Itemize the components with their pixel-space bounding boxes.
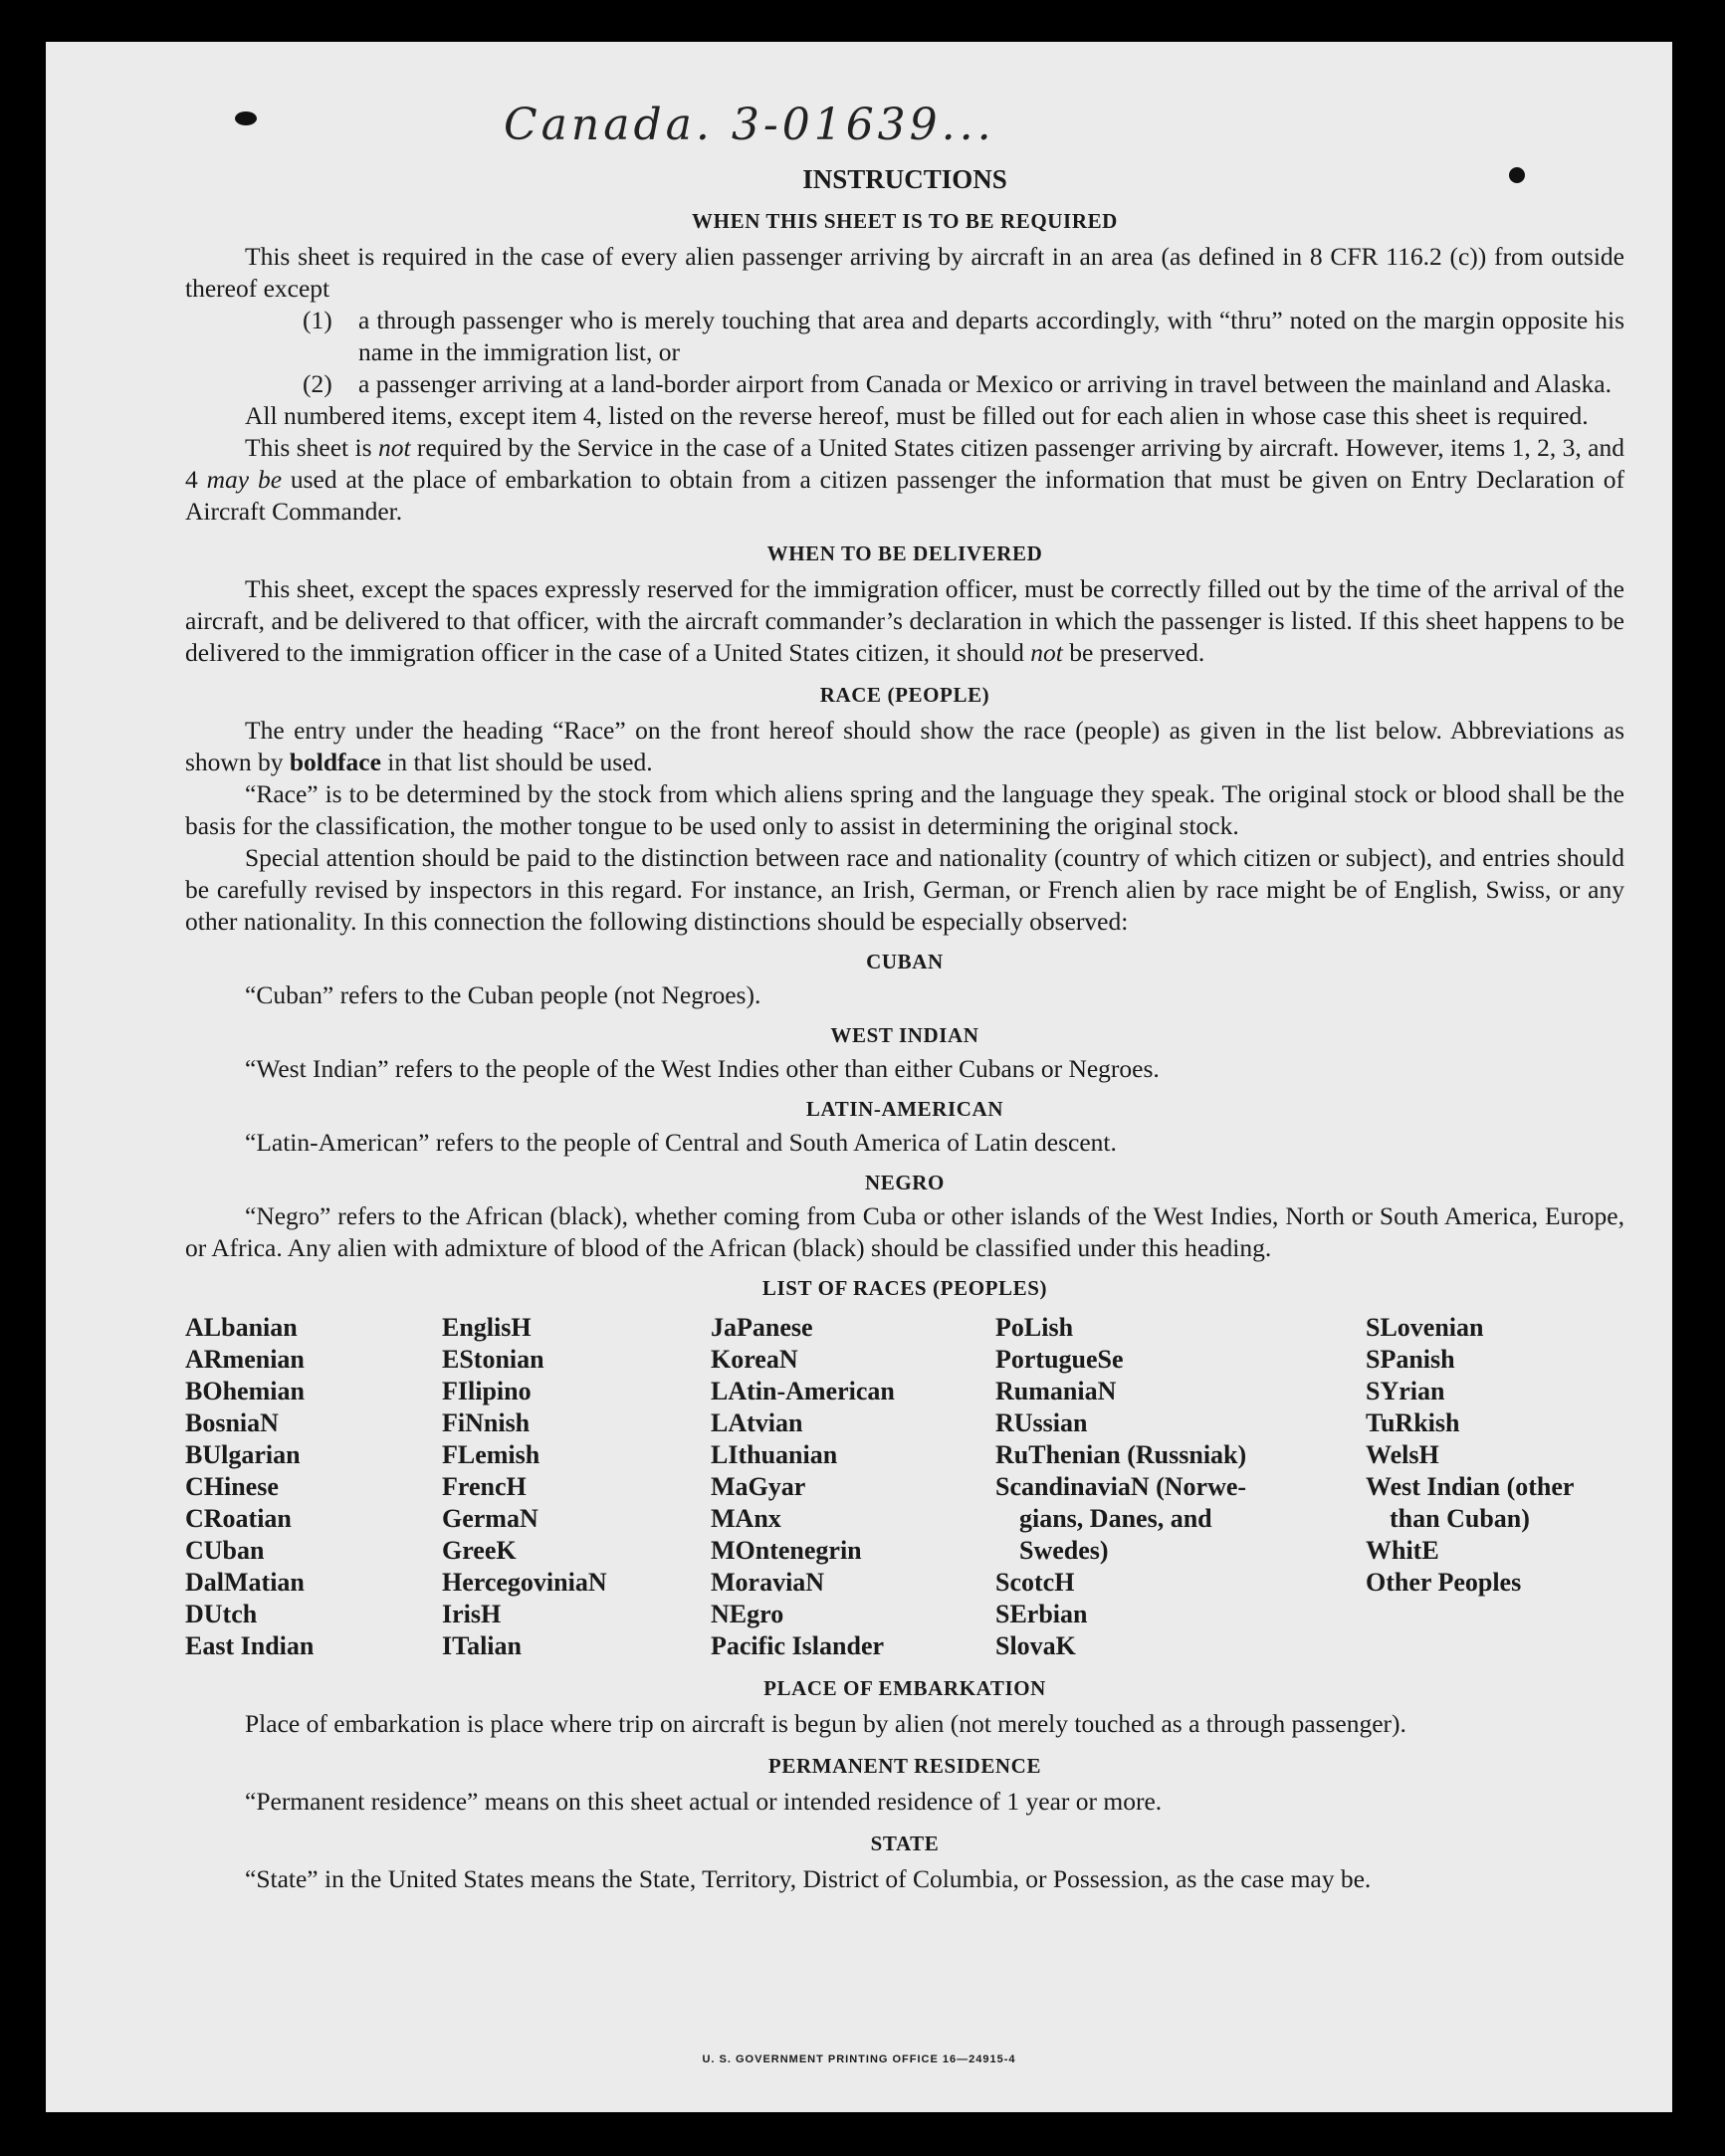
race-entry: GreeK <box>442 1536 517 1565</box>
race-entry: MOntenegrin <box>711 1536 862 1565</box>
races-column <box>1366 1312 1624 1662</box>
race-entry: DalMatian <box>185 1568 305 1597</box>
handwritten-note: Canada. 3-01639... <box>504 100 995 150</box>
item-text: a through passenger who is merely touching that area and departs accordingly, with “thru” noted on the margin opposite his name in the immigration list, or <box>358 306 1624 366</box>
race-entry: MaGyar <box>711 1472 806 1501</box>
heading-cuban: CUBAN <box>866 950 944 973</box>
race-entry: EnglisH <box>442 1313 532 1342</box>
paragraph: “Race” is to be determined by the stock from which aliens spring and the language they speak. The original stock or blood shall be the basis for the classification, the mother tongue to be used only to assist in determining the original stock. <box>185 779 1624 840</box>
race-entry: Swedes) <box>1019 1536 1109 1565</box>
race-entry: FrencH <box>442 1472 527 1501</box>
paragraph: Special attention should be paid to the distinction between race and nationality (country of which citizen or subject), and entries should be carefully revised by inspectors in this regard. For instance, an Irish, German, or French alien by race might be of English, Swiss, or any other nationality. In this connection the following distinctions should be especially observed: <box>185 843 1624 936</box>
instructions-body <box>185 159 1624 1895</box>
paragraph: “West Indian” refers to the people of the West Indies other than either Cubans or Negroes. <box>245 1054 1160 1083</box>
race-entry: Other Peoples <box>1366 1568 1522 1597</box>
race-entry: EStonian <box>442 1345 544 1374</box>
heading-west-indian: WEST INDIAN <box>830 1023 979 1047</box>
race-entry: RumaniaN <box>995 1377 1117 1405</box>
race-entry: LAtvian <box>711 1408 803 1437</box>
heading-latin-american: LATIN-AMERICAN <box>805 1097 1004 1121</box>
race-entry: RuThenian (Russniak) <box>995 1440 1247 1469</box>
heading-list-of-races: LIST OF RACES (PEOPLES) <box>761 1276 1048 1300</box>
exceptions-list <box>185 305 1624 400</box>
race-entry: ALbanian <box>185 1313 298 1342</box>
race-entry: FLemish <box>442 1440 540 1469</box>
document-page <box>46 42 1672 2112</box>
paragraph: Place of embarkation is place where trip on aircraft is begun by alien (not merely touched as a through passenger). <box>245 1709 1406 1738</box>
race-entry: West Indian (other <box>1366 1472 1575 1501</box>
races-column <box>995 1312 1366 1662</box>
heading-when-required: WHEN THIS SHEET IS TO BE REQUIRED <box>692 209 1118 233</box>
paragraph: The entry under the heading “Race” on the front hereof should show the race (people) as given in the list below. Abbreviations as shown by boldface in that list should be used. <box>185 716 1624 776</box>
race-entry: LAtin-American <box>711 1377 895 1405</box>
race-entry: PortugueSe <box>995 1345 1124 1374</box>
races-table <box>185 1312 1624 1662</box>
race-entry: CRoatian <box>185 1504 292 1533</box>
paragraph: This sheet is not required by the Service in the case of a United States citizen passenger arriving by aircraft. However, items 1, 2, 3, and 4 may be used at the place of embarkation to obtain from a citizen passenger the information that must be given on Entry Declaration of Aircraft Commander. <box>185 433 1624 526</box>
race-entry: FiNnish <box>442 1408 531 1437</box>
paragraph: “State” in the United States means the State, Territory, District of Columbia, or Possession, as the case may be. <box>245 1864 1372 1893</box>
ink-spot <box>235 111 257 125</box>
race-entry: PoLish <box>995 1313 1074 1342</box>
race-entry: SlovaK <box>995 1631 1076 1660</box>
heading-embarkation: PLACE OF EMBARKATION <box>763 1676 1046 1700</box>
race-entry: SLovenian <box>1366 1313 1484 1342</box>
race-entry: SYrian <box>1366 1377 1445 1405</box>
race-entry: CUban <box>185 1536 265 1565</box>
race-entry: LIthuanian <box>711 1440 838 1469</box>
race-entry: ScandinaviaN (Norwe- <box>995 1472 1247 1501</box>
paragraph: “Negro” refers to the African (black), whether coming from Cuba or other islands of the West Indies, North or South America, Europe, or Africa. Any alien with admixture of blood of the African (black) should be classified under this heading. <box>185 1201 1624 1262</box>
heading-when-delivered: WHEN TO BE DELIVERED <box>766 541 1043 565</box>
race-entry: gians, Danes, and <box>1019 1504 1212 1533</box>
race-entry: JaPanese <box>711 1313 813 1342</box>
paragraph: “Permanent residence” means on this sheet actual or intended residence of 1 year or more. <box>245 1787 1163 1816</box>
heading-state: STATE <box>870 1832 940 1855</box>
races-column <box>185 1312 442 1662</box>
list-item <box>303 305 1624 368</box>
races-column <box>711 1312 995 1662</box>
printer-imprint: U. S. GOVERNMENT PRINTING OFFICE 16—24915-4 <box>702 2053 1016 2065</box>
race-entry: WelsH <box>1366 1440 1439 1469</box>
item-number: (2) <box>303 369 332 398</box>
race-entry: GermaN <box>442 1504 539 1533</box>
race-entry: HercegoviniaN <box>442 1568 607 1597</box>
race-entry: MoraviaN <box>711 1568 825 1597</box>
race-entry: ScotcH <box>995 1568 1075 1597</box>
heading-residence: PERMANENT RESIDENCE <box>767 1754 1042 1778</box>
race-entry: BosniaN <box>185 1408 279 1437</box>
race-entry: NEgro <box>711 1600 784 1628</box>
race-entry: RUssian <box>995 1408 1088 1437</box>
paragraph: “Latin-American” refers to the people of Central and South America of Latin descent. <box>245 1128 1117 1157</box>
heading-negro: NEGRO <box>864 1171 945 1194</box>
race-entry: KoreaN <box>711 1345 798 1374</box>
paragraph: “Cuban” refers to the Cuban people (not Negroes). <box>245 980 761 1009</box>
list-item <box>303 368 1624 400</box>
race-entry: BOhemian <box>185 1377 305 1405</box>
paragraph: This sheet is required in the case of every alien passenger arriving by aircraft in an area (as defined in 8 CFR 116.2 (c)) from outside thereof except <box>185 242 1624 303</box>
race-entry: DUtch <box>185 1600 258 1628</box>
race-entry: IrisH <box>442 1600 502 1628</box>
race-entry: SPanish <box>1366 1345 1455 1374</box>
race-entry: TuRkish <box>1366 1408 1460 1437</box>
paragraph: All numbered items, except item 4, listed on the reverse hereof, must be filled out for each alien in whose case this sheet is required. <box>245 401 1589 430</box>
heading-race: RACE (PEOPLE) <box>819 683 990 707</box>
race-entry: BUlgarian <box>185 1440 301 1469</box>
race-entry: than Cuban) <box>1390 1504 1530 1533</box>
item-text: a passenger arriving at a land-border airport from Canada or Mexico or arriving in travel between the mainland and Alaska. <box>358 369 1612 398</box>
races-column <box>442 1312 711 1662</box>
race-entry: FIlipino <box>442 1377 532 1405</box>
race-entry: WhitE <box>1366 1536 1439 1565</box>
race-entry: East Indian <box>185 1631 315 1660</box>
race-entry: ITalian <box>442 1631 522 1660</box>
race-entry: ARmenian <box>185 1345 305 1374</box>
race-entry: Pacific Islander <box>711 1631 885 1660</box>
race-entry: CHinese <box>185 1472 279 1501</box>
paragraph: This sheet, except the spaces expressly reserved for the immigration officer, must be correctly filled out by the time of the arrival of the aircraft, and be delivered to that officer, with the aircraft commander’s declaration in which the passenger is listed. If this sheet happens to be delivered to the immigration officer in the case of a United States citizen, it should not be preserved. <box>185 574 1624 667</box>
race-entry: MAnx <box>711 1504 781 1533</box>
race-entry: SErbian <box>995 1600 1088 1628</box>
page-title: INSTRUCTIONS <box>802 164 1007 194</box>
item-number: (1) <box>303 306 332 334</box>
